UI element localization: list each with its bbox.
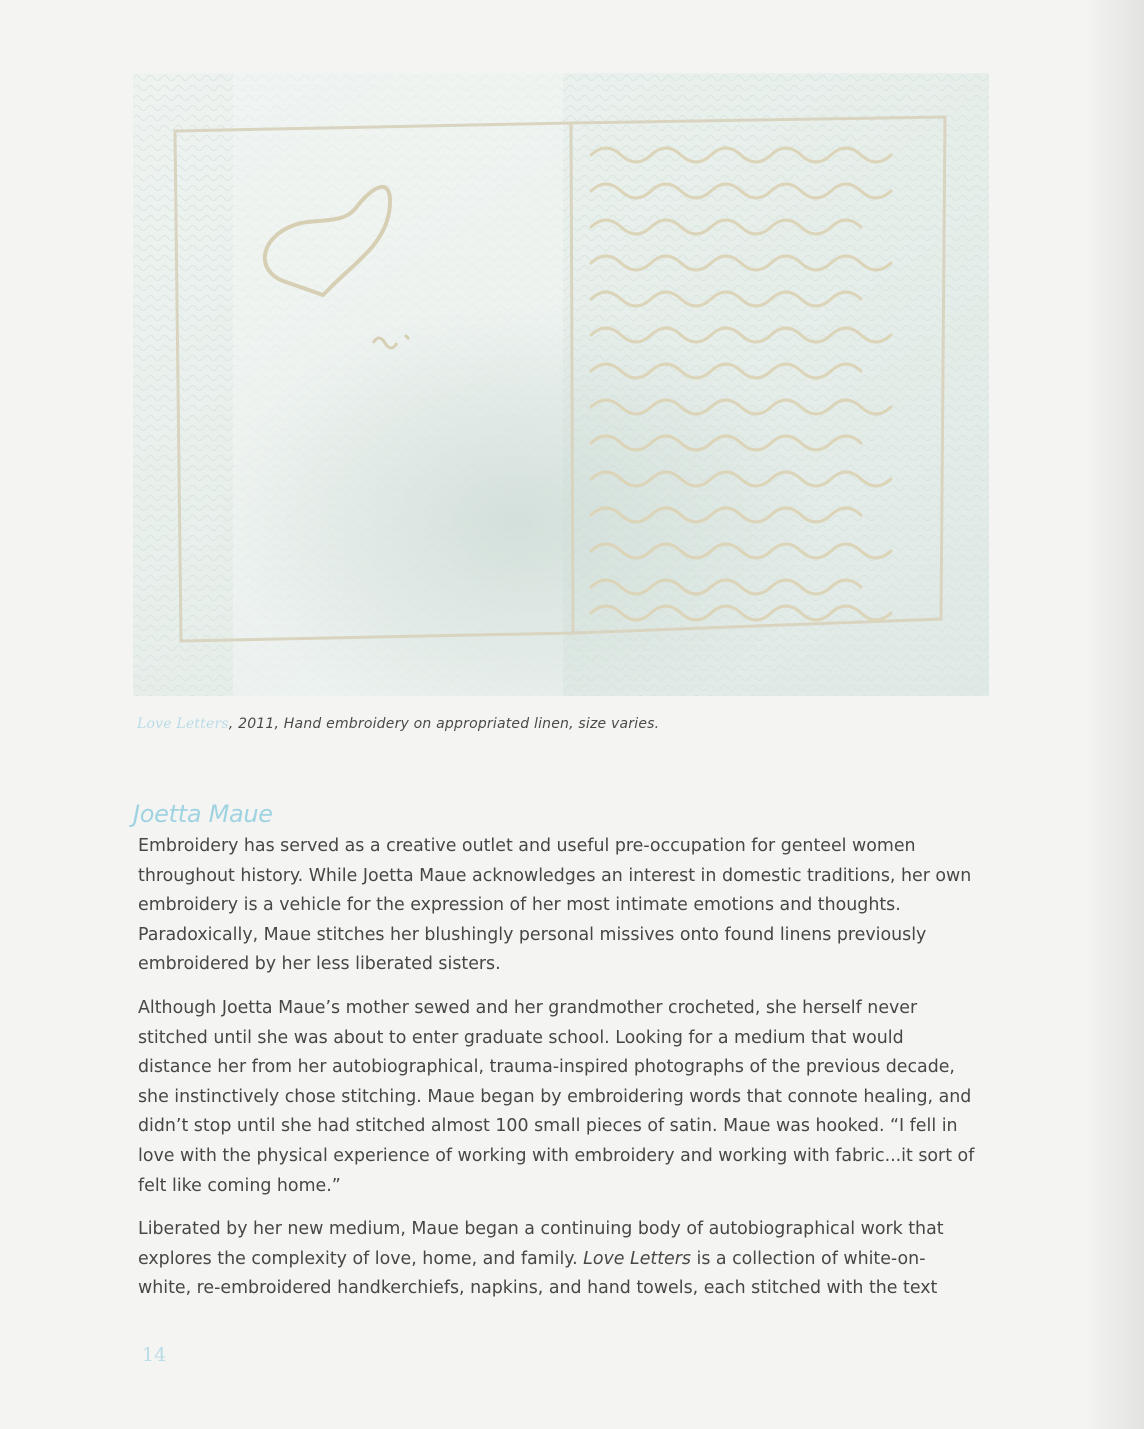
- article-body: [138, 832, 978, 1318]
- paragraph-3-title: Love Letters: [583, 1248, 691, 1269]
- caption-details: , 2011, Hand embroidery on appropriated linen, size varies.: [228, 716, 660, 732]
- artist-heading: Joetta Maue: [133, 800, 273, 828]
- page-edge-shadow: [1084, 0, 1144, 1429]
- figure-caption: [137, 716, 987, 732]
- paragraph-3: [138, 1215, 978, 1304]
- paragraph-1: Embroidery has served as a creative outlet and useful pre-occupation for genteel women throughout history. While Joetta Maue acknowledges an interest in domestic traditions, her own embroidery is a vehicle for the expression of her most intimate emotions and thoughts. Paradoxically, Maue stitches her blushingly personal missives onto found linens previously embroidered by her less liberated sisters.: [138, 836, 972, 975]
- paragraph-2: Although Joetta Maue’s mother sewed and her grandmother crocheted, she herself never stitched until she was about to enter graduate school. Looking for a medium that would distance her from her autobiographical, trauma-inspired photographs of the previous decade, she instinctively chose stitching. Maue began by embroidering words that connote healing, and didn’t stop until she had stitched almost 100 small pieces of satin. Maue was hooked. “I fell in love with the physical experience of working with embroidery and working with fabric...it sort of felt like coming home.”: [138, 997, 975, 1196]
- embroidery-photo: [133, 73, 989, 696]
- page-number: 14: [142, 1344, 167, 1366]
- caption-work-title: Love Letters: [137, 716, 229, 732]
- paragraph-3-end: is a collection of white-on-white, re-embroidered handkerchiefs, napkins, and hand towels, each stitched with the text: [138, 1248, 938, 1299]
- paragraph-3-start: Liberated by her new medium, Maue began a continuing body of autobiographical work that explores the complexity of love, home, and family.: [138, 1219, 944, 1269]
